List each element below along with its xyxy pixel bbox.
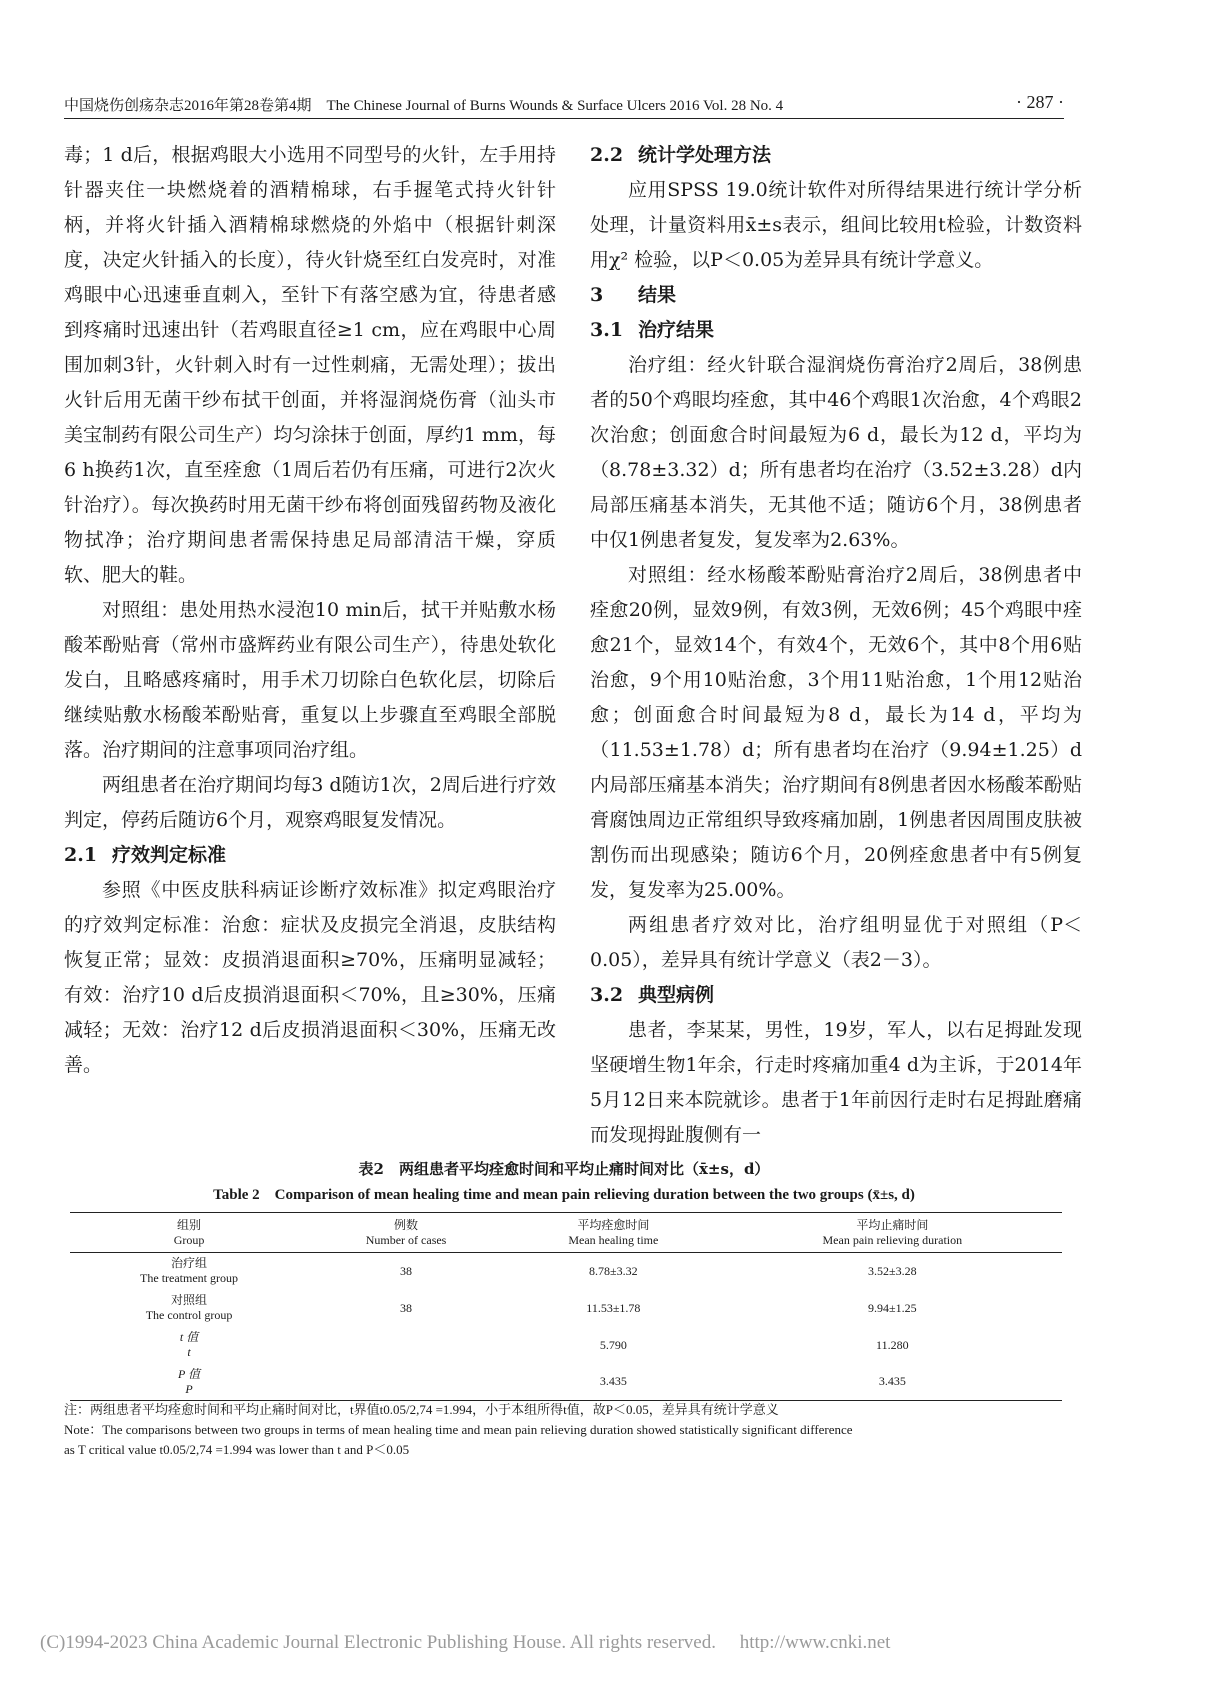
criteria-paragraph: 参照《中医皮肤科病证诊断疗效标准》拟定鸡眼治疗的疗效判定标准：治愈：症状及皮损完全消退，皮肤结构恢复正常；显效：皮损消退面积≥70%，压痛明显减轻；有效：治疗10 d后皮损消退面积＜70%，且≥30%，压痛减轻；无效：治疗12 d后皮损消退面积＜30%，压痛无改善。 [64,879,556,1076]
right-column [590,138,1082,1153]
pain-cell: 9.94±1.25 [868,1300,917,1315]
results-treatment-paragraph: 治疗组：经火针联合湿润烧伤膏治疗2周后，38例患者的50个鸡眼均痊愈，其中46个鸡眼1次治愈，4个鸡眼2次治愈；创面愈合时间最短为6 d，最长为12 d，平均为（8.78±3.32）d；所有患者均在治疗（3.52±3.28）d内局部压痛基本消失，无其他不适；随访6个月，38例患者中仅1例患者复发，复发率为2.63%。 [590,354,1082,551]
healing-cell: 3.435 [599,1374,627,1389]
comparison-table [70,1212,1062,1401]
table-caption-en: Table 2 Comparison of mean healing time and mean pain relieving duration between the two groups (x̄±s, d) [213,1187,915,1203]
left-column [64,138,556,1083]
table-note-cn: 注：两组患者平均痊愈时间和平均止痛时间对比，t界值t0.05/2,74 =1.994，小于本组所得t值，故P＜0.05，差异具有统计学意义 [64,1402,779,1417]
table-header-cell: 例数 Number of cases [365,1217,447,1247]
cases-cell: 38 [400,1300,413,1315]
table-header-cell: 平均痊愈时间 Mean healing time [568,1217,659,1247]
table-header-cell: 平均止痛时间 Mean pain relieving duration [822,1217,963,1247]
pain-cell: 3.52±3.28 [868,1263,917,1278]
table-row [70,1290,1062,1327]
cases-cell [308,1327,504,1364]
table-row [70,1364,1062,1401]
table-notes [64,1400,1064,1460]
table-row [70,1327,1062,1364]
table-note-en-1: Note：The comparisons between two groups in terms of mean healing time and mean pain relieving duration showed statistically significant difference [64,1422,853,1437]
table-note-en-2: as T critical value t0.05/2,74 =1.994 was lower than t and P＜0.05 [64,1442,410,1457]
group-cell: 对照组 The control group [145,1293,233,1322]
healing-cell: 11.53±1.78 [586,1300,641,1315]
method-paragraph-control: 对照组：患处用热水浸泡10 min后，拭干并贴敷水杨酸苯酚贴膏（常州市盛辉药业有限公司生产），待患处软化发白，且略感疼痛时，用手术刀切除白色软化层，切除后继续贴敷水杨酸苯酚贴膏，重复以上步骤直至鸡眼全部脱落。治疗期间的注意事项同治疗组。 [64,599,556,761]
results-control-paragraph: 对照组：经水杨酸苯酚贴膏治疗2周后，38例患者中痊愈20例，显效9例，有效3例，无效6例；45个鸡眼中痊愈21个，显效14个，有效4个，无效6个，其中8个用6贴治愈，9个用10贴治愈，3个用11贴治愈，1个用12贴治愈；创面愈合时间最短为8 d，最长为14 d，平均为（11.53±1.78）d；所有患者均在治疗（9.94±1.25）d内局部压痛基本消失；治疗期间有8例患者因水杨酸苯酚贴膏腐蚀周边正常组织导致疼痛加剧，1例患者因周围皮肤被割伤而出现感染；随访6个月，20例痊愈患者中有5例复发，复发率为25.00%。 [590,564,1082,901]
table-header-cell: 组别 Group [173,1217,205,1247]
section-heading-3-2: 3.2 典型病例 [590,984,715,1006]
statistics-paragraph: 应用SPSS 19.0统计软件对所得结果进行统计学分析处理，计量资料用x̄±s表示，组间比较用t检验，计数资料用χ² 检验，以P＜0.05为差异具有统计学意义。 [590,179,1082,271]
running-header [64,92,1064,116]
pain-cell: 11.280 [876,1337,909,1352]
group-cell: 治疗组 The treatment group [140,1256,239,1286]
group-cell: t 值 t [179,1330,199,1359]
case-report-paragraph: 患者，李某某，男性，19岁，军人，以右足拇趾发现坚硬增生物1年余，行走时疼痛加重4 d为主诉，于2014年5月12日来本院就诊。患者于1年前因行走时右足拇趾磨痛而发现拇趾腹侧有一 [590,1019,1082,1146]
cases-cell [308,1364,504,1401]
copyright-footer: (C)1994-2023 China Academic Journal Electronic Publishing House. All rights reserved. http://www.cnki.net [40,1632,891,1653]
section-heading-2-1: 2.1 疗效判定标准 [64,844,227,866]
results-comparison-paragraph: 两组患者疗效对比，治疗组明显优于对照组（P＜0.05），差异具有统计学意义（表2－3）。 [590,914,1082,971]
group-cell: P 值 P [177,1366,201,1396]
method-paragraph-followup: 两组患者在治疗期间均每3 d随访1次，2周后进行疗效判定，停药后随访6个月，观察鸡眼复发情况。 [64,774,556,831]
method-paragraph-fire-needle: 毒；1 d后，根据鸡眼大小选用不同型号的火针，左手用持针器夹住一块燃烧着的酒精棉球，右手握笔式持火针针柄，并将火针插入酒精棉球燃烧的外焰中（根据针刺深度，决定火针插入的长度），待火针烧至红白发亮时，对准鸡眼中心迅速垂直刺入，至针下有落空感为宜，待患者感到疼痛时迅速出针（若鸡眼直径≥1 cm，应在鸡眼中心周围加刺3针，火针刺入时有一过性刺痛，无需处理）；拔出火针后用无菌干纱布拭干创面，并将湿润烧伤膏（汕头市美宝制药有限公司生产）均匀涂抹于创面，厚约1 mm，每6 h换药1次，直至痊愈（1周后若仍有压痛，可进行2次火针治疗）。每次换药时用无菌干纱布将创面残留药物及液化物拭净；治疗期间患者需保持患足局部清洁干燥，穿质软、肥大的鞋。 [64,144,556,586]
section-heading-3-1: 3.1 治疗结果 [590,319,715,341]
table-header-row [70,1213,1062,1253]
journal-running-title: 中国烧伤创疡杂志2016年第28卷第4期 The Chinese Journal of Burns Wounds & Surface Ulcers 2016 Vol. 28 No. 4 [64,98,784,114]
section-heading-3: 3 结果 [590,284,677,306]
healing-cell: 8.78±3.32 [589,1263,638,1278]
cases-cell: 38 [400,1263,413,1278]
table-row [70,1253,1062,1290]
section-heading-2-2: 2.2 统计学处理方法 [590,144,772,166]
healing-cell: 5.790 [599,1337,627,1352]
pain-cell: 3.435 [878,1374,906,1389]
header-rule [64,118,1064,119]
page-number: · 287 · [1016,92,1064,112]
table-caption-cn: 表2 两组患者平均痊愈时间和平均止痛时间对比（x̄±s，d） [358,1160,770,1178]
